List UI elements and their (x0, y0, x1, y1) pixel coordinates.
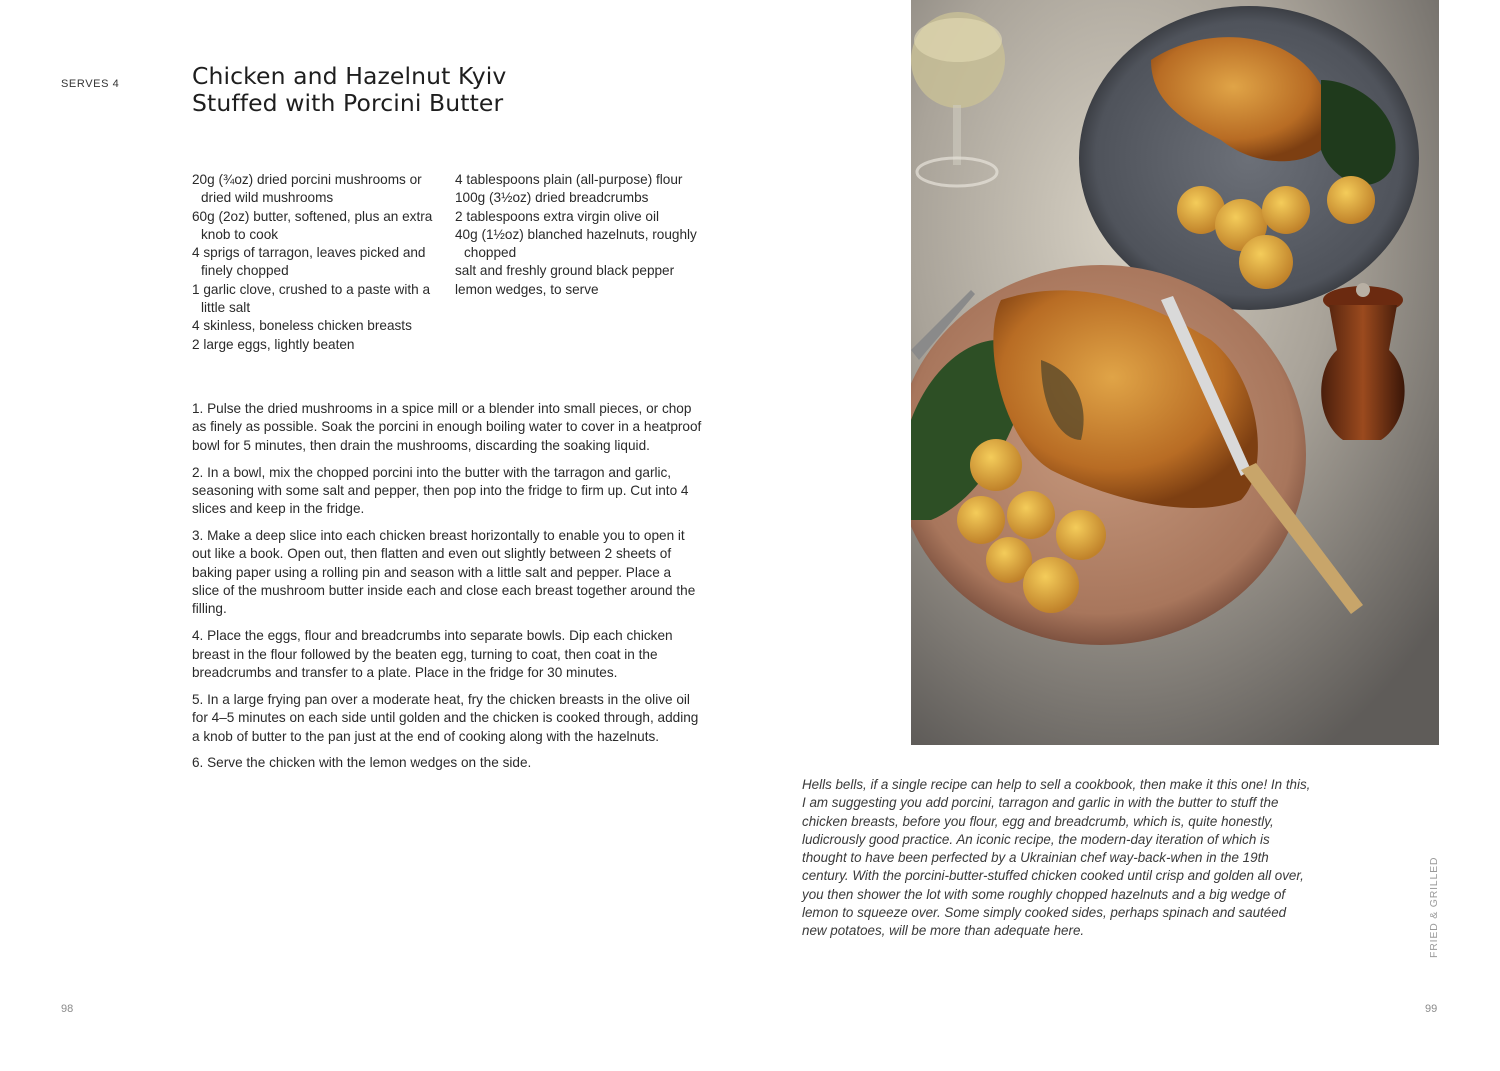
ingredient-item: 100g (3½oz) dried breadcrumbs (455, 190, 649, 206)
ingredient-item: 4 sprigs of tarragon, leaves picked and finely chopped (192, 245, 426, 279)
serves-label: SERVES 4 (61, 78, 120, 90)
ingredient-item: 20g (¾oz) dried porcini mushrooms or dried wild mushrooms (192, 172, 422, 206)
method-step: 3. Make a deep slice into each chicken breast horizontally to enable you to open it out like a book. Open out, then flatten and even out slightly between 2 sheets of baking paper using a rolling pin and season with a little salt and pepper. Place a slice of the mushroom butter inside each and close each breast together around the filling. (192, 528, 696, 617)
title-line-1: Chicken and Hazelnut Kyiv (192, 62, 507, 90)
ingredients-column-right (455, 171, 705, 299)
ingredient-item: 2 large eggs, lightly beaten (192, 336, 355, 352)
ingredients-column-left (192, 171, 447, 354)
method-step: 2. In a bowl, mix the chopped porcini into the butter with the tarragon and garlic, seasoning with some salt and pepper, then pop into the fridge to firm up. Cut into 4 slices and keep in the fridge. (192, 464, 689, 517)
ingredient-item: 60g (2oz) butter, softened, plus an extra knob to cook (192, 208, 433, 242)
title-line-2: Stuffed with Porcini Butter (192, 89, 504, 117)
chapter-tab: FRIED & GRILLED (1428, 856, 1440, 958)
ingredient-item: 40g (1½oz) blanched hazelnuts, roughly chopped (455, 226, 697, 261)
recipe-photo (911, 0, 1439, 745)
ingredient-item: 1 garlic clove, crushed to a paste with a little salt (192, 281, 431, 316)
page-number-left: 98 (61, 1003, 74, 1015)
method-step: 4. Place the eggs, flour and breadcrumbs into separate bowls. Dip each chicken breast in the flour followed by the beaten egg, turning to coat, then coat in the breadcrumbs and transfer to a plate. Place in the fridge for 30 minutes. (192, 628, 673, 680)
ingredient-item: 2 tablespoons extra virgin olive oil (455, 208, 660, 224)
method-step: 1. Pulse the dried mushrooms in a spice mill or a blender into small pieces, or chop as finely as possible. Soak the porcini in enough boiling water to cover in a heatproof bowl for 5 minutes, then drain the mushrooms, discarding the soaking liquid. (192, 401, 702, 453)
food-photo-illustration (911, 0, 1439, 745)
ingredient-item: 4 tablespoons plain (all-purpose) flour (455, 172, 683, 187)
ingredient-item: 4 skinless, boneless chicken breasts (192, 318, 412, 334)
method-step: 5. In a large frying pan over a moderate heat, fry the chicken breasts in the olive oil for 4–5 minutes on each side until golden and the chicken is cooked through, adding a knob of butter to the pan just at the end of cooking along with the hazelnuts. (192, 691, 699, 744)
recipe-title (192, 63, 506, 117)
method-step: 6. Serve the chicken with the lemon wedges on the side. (192, 755, 532, 771)
method-steps (192, 400, 702, 781)
ingredient-item: lemon wedges, to serve (455, 281, 599, 297)
ingredient-item: salt and freshly ground black pepper (455, 263, 675, 279)
recipe-introduction: Hells bells, if a single recipe can help to sell a cookbook, then make it this one! In this, I am suggesting you add porcini, tarragon and garlic in with the butter to stuff the chicken breasts, before you flour, egg and breadcrumb, which is, quite honestly, ludicrously good practice. An iconic recipe, the modern-day iteration of which is thought to have been perfected by a Ukrainian chef way-back-when in the 19th century. With the porcini-butter-stuffed chicken cooked until crisp and golden all over, you then shower the lot with some roughly chopped hazelnuts and a big wedge of lemon to squeeze over. Some simply cooked sides, perhaps spinach and sautéed new potatoes, will be more than adequate here. (802, 777, 1311, 939)
page-number-right: 99 (1425, 1003, 1438, 1015)
